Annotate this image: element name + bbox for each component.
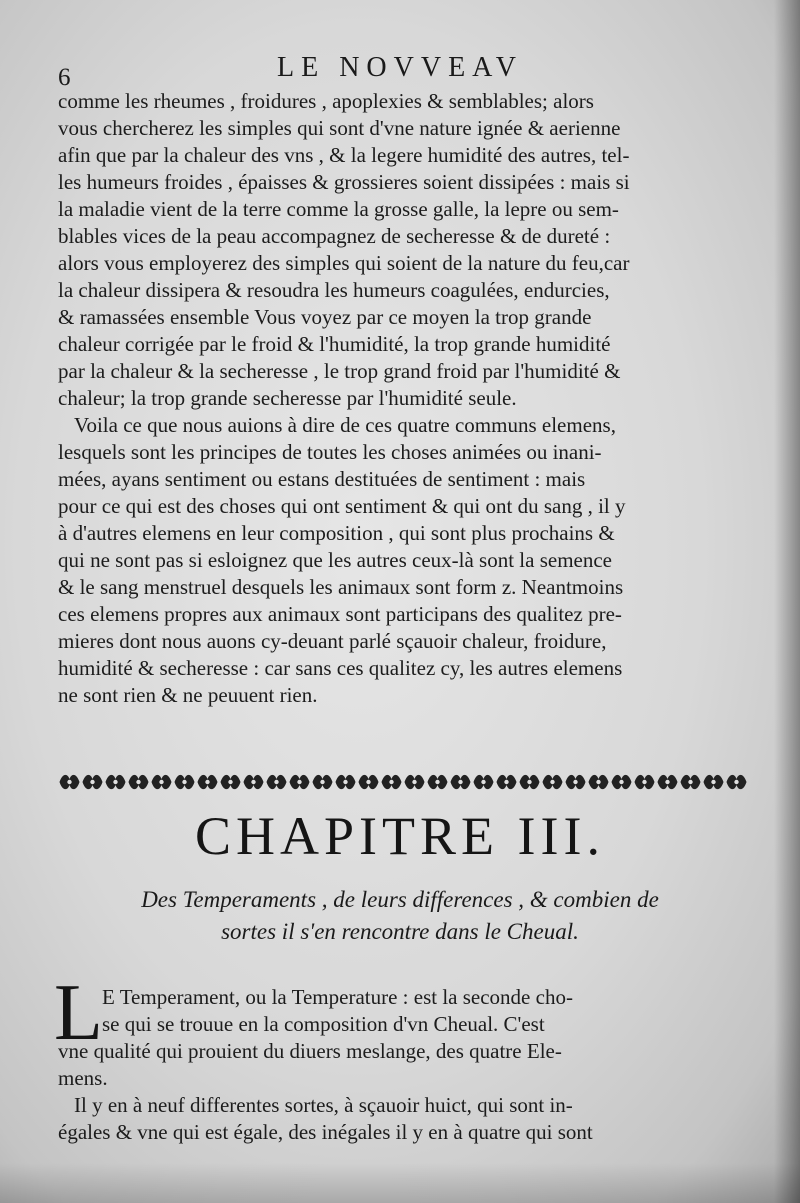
text-line: mieres dont nous auons cy-deuant parlé sçauoir chaleur, froidure,: [58, 629, 607, 653]
ornament-motif: [612, 775, 632, 789]
text-line: la chaleur dissipera & resoudra les humeurs coagulées, endurcies,: [58, 278, 610, 302]
ornament-motif: [290, 775, 310, 789]
ornament-motif: [83, 775, 103, 789]
ornament-motif: [451, 775, 471, 789]
ornament-motif: [405, 775, 425, 789]
subtitle-line: sortes il s'en rencontre dans le Cheual.: [221, 919, 579, 944]
page-number: 6: [58, 64, 71, 91]
ornament-motif: [635, 775, 655, 789]
text-line: mens.: [58, 1066, 108, 1090]
printers-ornament-band: [58, 770, 750, 794]
text-line: égales & vne qui est égale, des inégales il y en à quatre qui sont: [58, 1120, 593, 1144]
text-line: chaleur; la trop grande secheresse par l'humidité seule.: [58, 386, 517, 410]
text-line: par la chaleur & la secheresse , le trop grand froid par l'humidité &: [58, 359, 621, 383]
text-line: comme les rheumes , froidures , apoplexies & semblables; alors: [58, 89, 594, 113]
ornament-motif: [175, 775, 195, 789]
ornament-motif: [566, 775, 586, 789]
text-line: qui ne sont pas si esloignez que les autres ceux-là sont la semence: [58, 548, 612, 572]
text-line: & le sang menstruel desquels les animaux sont form z. Neantmoins: [58, 575, 624, 599]
text-line: & ramassées ensemble Vous voyez par ce moyen la trop grande: [58, 305, 592, 329]
ornament-motif: [313, 775, 333, 789]
page-bottom-shadow: [0, 1163, 800, 1203]
ornament-motif: [359, 775, 379, 789]
drop-cap: L: [54, 969, 103, 1057]
text-line: afin que par la chaleur des vns , & la legere humidité des autres, tel-: [58, 143, 630, 167]
text-line: se qui se trouue en la composition d'vn Cheual. C'est: [102, 1012, 545, 1036]
paragraph-start-line: Il y en à neuf differentes sortes, à sçauoir huict, qui sont in-: [74, 1093, 573, 1117]
running-title: LE NOVVEAV: [276, 52, 524, 83]
subtitle-line: Des Temperaments , de leurs differences , & combien de: [141, 887, 659, 912]
ornament-motif: [520, 775, 540, 789]
ornament-motif: [658, 775, 678, 789]
text-line: ne sont rien & ne peuuent rien.: [58, 683, 318, 707]
text-line: à d'autres elemens en leur composition , qui sont plus prochains &: [58, 521, 615, 545]
ornament-motif: [428, 775, 448, 789]
text-line: E Temperament, ou la Temperature : est la seconde cho-: [102, 985, 573, 1009]
ornament-motif: [589, 775, 609, 789]
text-line: pour ce qui est des choses qui ont sentiment & qui ont du sang , il y: [58, 494, 626, 518]
chapter-text: [58, 984, 748, 1146]
ornament-motif: [382, 775, 402, 789]
text-line: vne qualité qui prouient du diuers meslange, des quatre Ele-: [58, 1039, 562, 1063]
paragraph-start-line: Voila ce que nous auions à dire de ces quatre communs elemens,: [74, 413, 616, 437]
text-line: humidité & secheresse : car sans ces qualitez cy, les autres elemens: [58, 656, 623, 680]
text-line: mées, ayans sentiment ou estans destituées de sentiment : mais: [58, 467, 586, 491]
text-line: ces elemens propres aux animaux sont participans des qualitez pre-: [58, 602, 622, 626]
ornament-motif: [543, 775, 563, 789]
ornament-motif: [60, 775, 80, 789]
ornament-motif: [727, 775, 747, 789]
text-line: la maladie vient de la terre comme la grosse galle, la lepre ou sem-: [58, 197, 619, 221]
text-line: alors vous employerez des simples qui soient de la nature du feu,car: [58, 251, 630, 275]
ornament-motif: [244, 775, 264, 789]
ornament-motif: [681, 775, 701, 789]
chapter-heading: CHAPITRE III.: [195, 806, 605, 866]
text-line: blables vices de la peau accompagnez de secheresse & de dureté :: [58, 224, 611, 248]
text-line: chaleur corrigée par le froid & l'humidité, la trop grande humidité: [58, 332, 611, 356]
ornament-motif: [497, 775, 517, 789]
ornament-motif: [129, 775, 149, 789]
chapter-subtitle: [48, 884, 752, 948]
text-line: lesquels sont les principes de toutes les choses animées ou inani-: [58, 440, 602, 464]
text-line: les humeurs froides , épaisses & grossieres soient dissipées : mais si: [58, 170, 630, 194]
ornament-motif: [221, 775, 241, 789]
ornament-svg: [58, 770, 750, 794]
page-edge-shadow: [774, 0, 800, 1203]
ornament-motif: [704, 775, 724, 789]
ornament-motif: [474, 775, 494, 789]
ornament-motif: [152, 775, 172, 789]
ornament-motif: [267, 775, 287, 789]
ornament-motif: [336, 775, 356, 789]
body-text: [58, 88, 748, 709]
text-line: vous chercherez les simples qui sont d'vne nature ignée & aerienne: [58, 116, 621, 140]
ornament-motif: [198, 775, 218, 789]
ornament-motif: [106, 775, 126, 789]
